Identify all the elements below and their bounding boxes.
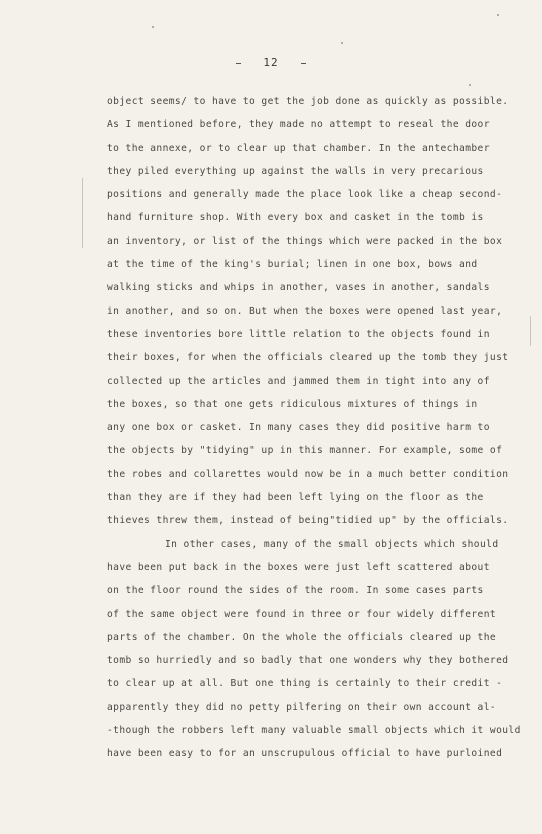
text-line: to the annexe, or to clear up that chamber. In the antechamber <box>107 142 490 154</box>
text-line: hand furniture shop. With every box and casket in the tomb is <box>107 212 484 224</box>
text-line: object seems/ to have to get the job done as quickly as possible. <box>107 96 509 107</box>
paper-speck <box>497 14 499 16</box>
text-line: collected up the articles and jammed them in tight into any of <box>107 375 490 387</box>
typed-body-text <box>107 90 527 766</box>
margin-mark <box>82 178 83 248</box>
text-line: the boxes, so that one gets ridiculous mixtures of things in <box>107 398 478 410</box>
page-number-text: 12 <box>263 56 279 69</box>
paper-speck <box>152 26 154 28</box>
margin-mark <box>530 316 531 346</box>
text-line: -though the robbers left many valuable small objects which it would <box>107 725 521 737</box>
text-line: on the floor round the sides of the room. In some cases parts <box>107 585 484 597</box>
text-line: tomb so hurriedly and so badly that one wonders why they bothered <box>107 655 509 667</box>
text-line: As I mentioned before, they made no attempt to reseal the door <box>107 119 490 131</box>
text-line: in another, and so on. But when the boxes were opened last year, <box>107 305 503 317</box>
text-line-paragraph-start: In other cases, many of the small objects which should <box>165 538 499 550</box>
text-line: have been easy to for an unscrupulous official to have purloined <box>107 748 503 760</box>
text-line: of the same object were found in three or four widely different <box>107 608 497 620</box>
text-line: they piled everything up against the walls in very precarious <box>107 165 484 177</box>
text-line: walking sticks and whips in another, vases in another, sandals <box>107 282 490 294</box>
text-line: their boxes, for when the officials cleared up the tomb they just <box>107 352 509 364</box>
text-line: an inventory, or list of the things which were packed in the box <box>107 235 503 247</box>
text-line: any one box or casket. In many cases they did positive harm to <box>107 422 490 434</box>
text-line: apparently they did no petty pilfering on their own account al- <box>107 701 497 713</box>
text-line: the objects by "tidying" up in this manner. For example, some of <box>107 445 503 457</box>
text-line: parts of the chamber. On the whole the officials cleared up the <box>107 631 497 643</box>
text-line: than they are if they had been left lying on the floor as the <box>107 492 484 504</box>
text-line: to clear up at all. But one thing is certainly to their credit - <box>107 678 503 690</box>
paper-speck <box>341 42 343 44</box>
paper-speck <box>469 84 471 86</box>
text-line: thieves threw them, instead of being"tidied up" by the officials. <box>107 515 509 527</box>
text-line: at the time of the king's burial; linen in one box, bows and <box>107 259 478 271</box>
dash-right <box>301 63 306 64</box>
page-number <box>0 56 542 69</box>
text-line: these inventories bore little relation to the objects found in <box>107 328 490 340</box>
text-line: have been put back in the boxes were just left scattered about <box>107 561 490 573</box>
dash-left <box>236 63 241 64</box>
text-line: positions and generally made the place look like a cheap second- <box>107 189 503 201</box>
text-line: the robes and collarettes would now be in a much better condition <box>107 468 509 480</box>
